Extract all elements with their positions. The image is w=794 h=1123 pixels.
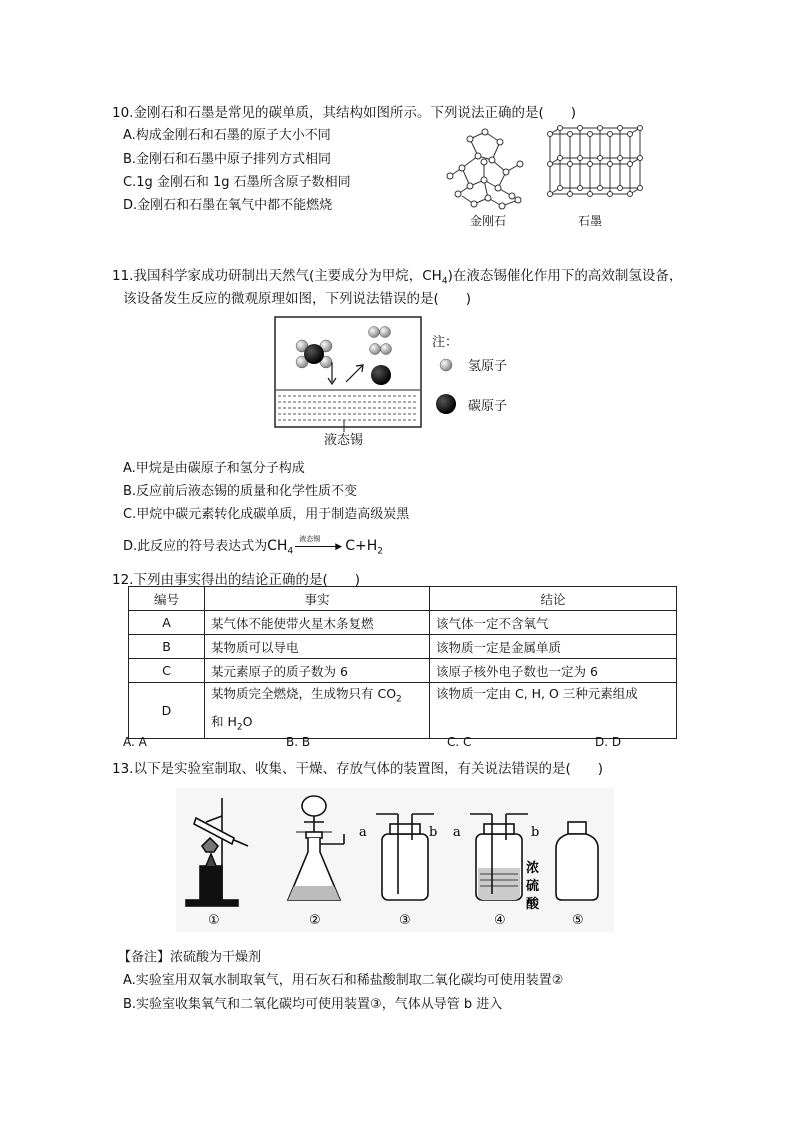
- table-header-row: [129, 587, 677, 611]
- hydrogen-atom-legend-icon: [440, 359, 452, 371]
- legend-carbon: 碳原子: [468, 399, 508, 414]
- q10-stem: 10.金刚石和石墨是常见的碳单质，其结构如图所示。下列说法正确的是( ): [112, 105, 577, 121]
- q11-stem-line2: 该设备发生反应的微观原理如图，下列说法错误的是( ): [123, 291, 472, 307]
- facts-table: [128, 586, 677, 739]
- acid-label-1: 浓: [526, 861, 540, 876]
- header-conclusion: 结论: [430, 587, 677, 611]
- q10-option-c: C.1g 金刚石和 1g 石墨所含原子数相同: [123, 175, 351, 190]
- acid-label-3: 酸: [526, 897, 540, 912]
- q10-option-b: B.金刚石和石墨中原子排列方式相同: [123, 152, 332, 167]
- q10-option-d: D.金刚石和石墨在氧气中都不能燃烧: [123, 198, 333, 213]
- diamond-structure: [447, 129, 523, 209]
- tube-label-a-3: a: [359, 825, 367, 840]
- q12-choice-c: C. C: [447, 735, 472, 749]
- apparatus-label-1: ①: [208, 913, 220, 928]
- table-row: A 某气体不能使带火星木条复燃 该气体一定不含氧气: [129, 611, 677, 635]
- acid-label-2: 硫: [526, 879, 540, 894]
- table-row: B 某物质可以导电 该物质一定是金属单质: [129, 635, 677, 659]
- tube-label-b-3: b: [429, 825, 438, 840]
- header-fact: 事实: [205, 587, 430, 611]
- q13-stem: 13.以下是实验室制取、收集、干燥、存放气体的装置图，有关说法错误的是( ): [112, 761, 604, 777]
- q10-option-a: A.构成金刚石和石墨的原子大小不同: [123, 128, 331, 143]
- tube-label-b-4: b: [531, 825, 540, 840]
- q13-option-b: B.实验室收集氧气和二氧化碳均可使用装置③，气体从导管 b 进入: [123, 997, 503, 1012]
- liquid-tin-label: 液态锡: [324, 433, 364, 448]
- reaction-diagram: [274, 316, 524, 448]
- apparatus-label-5: ⑤: [572, 913, 584, 928]
- table-row: D 某物质完全燃烧，生成物只有 $CO_2$ 和 $H_2O$ 该物质一定由 C, H, O 三种元素组成: [129, 683, 677, 739]
- q12-stem: 12.下列由事实得出的结论正确的是( ): [112, 572, 361, 588]
- apparatus-label-2: ②: [309, 913, 321, 928]
- apparatus-label-4: ④: [494, 913, 506, 928]
- carbon-structures-figure: [440, 124, 650, 232]
- table-row: C 某元素原子的质子数为 6 该原子核外电子数也一定为 6: [129, 659, 677, 683]
- apparatus-label-3: ③: [399, 913, 411, 928]
- q11-stem-line1: 11.我国科学家成功研制出天然气(主要成分为甲烷，$CH_4$)在液态锡催化作用下的高效制氢设备，: [112, 268, 683, 287]
- q11-option-c: C.甲烷中碳元素转化成碳单质，用于制造高级炭黑: [123, 507, 410, 522]
- tube-label-a-4: a: [453, 825, 461, 840]
- lab-apparatus-figure: [176, 788, 614, 932]
- diamond-label: 金刚石: [470, 214, 507, 228]
- reaction-arrow: 液态锡 ▶: [293, 540, 345, 554]
- legend-title: 注：: [432, 335, 459, 350]
- header-id: 编号: [129, 587, 205, 611]
- q11-option-a: A.甲烷是由碳原子和氢分子构成: [123, 461, 305, 476]
- carbon-atom-legend-icon: [436, 394, 456, 414]
- graphite-label: 石墨: [578, 214, 603, 228]
- q13-note: 【备注】浓硫酸为干燥剂: [118, 950, 262, 965]
- legend-hydrogen: 氢原子: [468, 359, 508, 374]
- q13-option-a: A.实验室用双氧水制取氧气，用石灰石和稀盐酸制取二氧化碳均可使用装置②: [123, 973, 564, 988]
- q12-choice-b: B. B: [286, 735, 311, 749]
- graphite-structure: [548, 126, 643, 197]
- carbon-atom-product: [371, 365, 391, 385]
- q11-option-d: D.此反应的符号表达式为$CH_4$ 液态锡 ▶ $C+H_2$: [123, 534, 383, 557]
- q11-option-b: B.反应前后液态锡的质量和化学性质不变: [123, 484, 358, 499]
- q12-choice-a: A. A: [123, 735, 147, 749]
- q12-choice-d: D. D: [595, 735, 622, 749]
- vessel: [275, 317, 421, 427]
